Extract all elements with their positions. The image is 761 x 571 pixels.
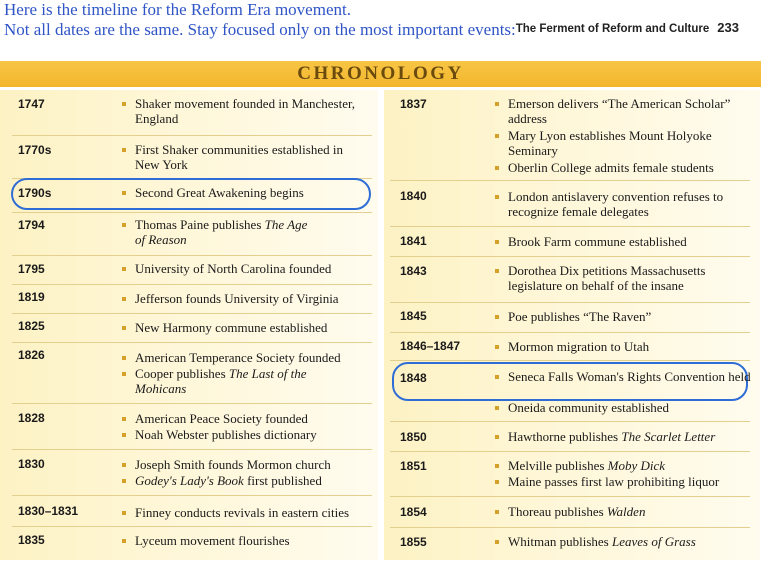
running-head-title: The Ferment of Reform and Culture <box>515 23 710 35</box>
event-1843: Dorothea Dix petitions Massachusetts legislature on behalf of the insane <box>508 263 753 293</box>
event-1830-1831: Finney conducts revivals in eastern cities <box>135 505 370 520</box>
event-1851-b: Maine passes first law prohibiting liquor <box>508 474 753 489</box>
event-1770s: First Shaker communities established in New York <box>135 142 365 172</box>
year-1843: 1843 <box>400 264 427 278</box>
event-1837-a: Emerson delivers “The American Scholar” address <box>508 96 753 126</box>
event-1837-c: Oberlin College admits female students <box>508 160 753 175</box>
year-1795: 1795 <box>18 262 45 276</box>
event-1841: Brook Farm commune established <box>508 234 753 249</box>
chronology-heading: CHRONOLOGY <box>297 63 464 84</box>
event-1830-b: Godey's Lady's Book first published <box>135 473 365 488</box>
event-1795: University of North Carolina founded <box>135 261 365 276</box>
event-1848-a: Seneca Falls Woman's Rights Convention held <box>508 369 753 384</box>
year-1770s: 1770s <box>18 143 52 157</box>
year-1830: 1830 <box>18 457 45 471</box>
year-1819: 1819 <box>18 290 45 304</box>
event-1794: Thomas Paine publishes The Age of Reason <box>135 217 365 247</box>
event-1837-b: Mary Lyon establishes Mount Holyoke Seminary <box>508 128 753 158</box>
year-1845: 1845 <box>400 309 427 323</box>
event-1825: New Harmony commune established <box>135 320 365 335</box>
event-1826-a: American Temperance Society founded <box>135 350 365 365</box>
year-1826: 1826 <box>18 348 45 362</box>
event-1848-b: Oneida community established <box>508 400 753 415</box>
event-1845: Poe publishes “The Raven” <box>508 309 753 324</box>
year-1855: 1855 <box>400 535 427 549</box>
event-1826-b: Cooper publishes The Last of the Mohicans <box>135 366 365 396</box>
year-1851: 1851 <box>400 459 427 473</box>
event-1819: Jefferson founds University of Virginia <box>135 291 365 306</box>
year-1830-1831: 1830–1831 <box>18 504 79 518</box>
running-head <box>516 20 739 35</box>
year-1841: 1841 <box>400 234 427 248</box>
year-1825: 1825 <box>18 319 45 333</box>
event-1855: Whitman publishes Leaves of Grass <box>508 534 753 549</box>
event-1846-1847: Mormon migration to Utah <box>508 339 753 354</box>
year-1794: 1794 <box>18 218 45 232</box>
annotation-note-line1: Here is the timeline for the Reform Era movement. <box>4 0 351 19</box>
year-1850: 1850 <box>400 430 427 444</box>
year-1747: 1747 <box>18 97 45 111</box>
year-1835: 1835 <box>18 533 45 547</box>
annotation-note-line2: Not all dates are the same. Stay focused only on the most important events: <box>4 20 516 39</box>
year-1837: 1837 <box>400 97 427 111</box>
year-1840: 1840 <box>400 189 427 203</box>
year-1790s: 1790s <box>18 186 52 200</box>
event-1851-a: Melville publishes Moby Dick <box>508 458 753 473</box>
year-1854: 1854 <box>400 505 427 519</box>
year-1846-1847: 1846–1847 <box>400 339 461 353</box>
event-1854: Thoreau publishes Walden <box>508 504 753 519</box>
event-1835: Lyceum movement flourishes <box>135 533 365 548</box>
event-1790s: Second Great Awakening begins <box>135 185 365 200</box>
event-1840: London antislavery convention refuses to recognize female delegates <box>508 189 753 219</box>
year-1848: 1848 <box>400 371 427 385</box>
event-1830-a: Joseph Smith founds Mormon church <box>135 457 365 472</box>
event-1747: Shaker movement founded in Manchester, England <box>135 96 365 126</box>
event-1828-b: Noah Webster publishes dictionary <box>135 427 365 442</box>
event-1828-a: American Peace Society founded <box>135 411 365 426</box>
page-number: 233 <box>717 20 739 35</box>
event-1850: Hawthorne publishes The Scarlet Letter <box>508 429 753 444</box>
year-1828: 1828 <box>18 411 45 425</box>
